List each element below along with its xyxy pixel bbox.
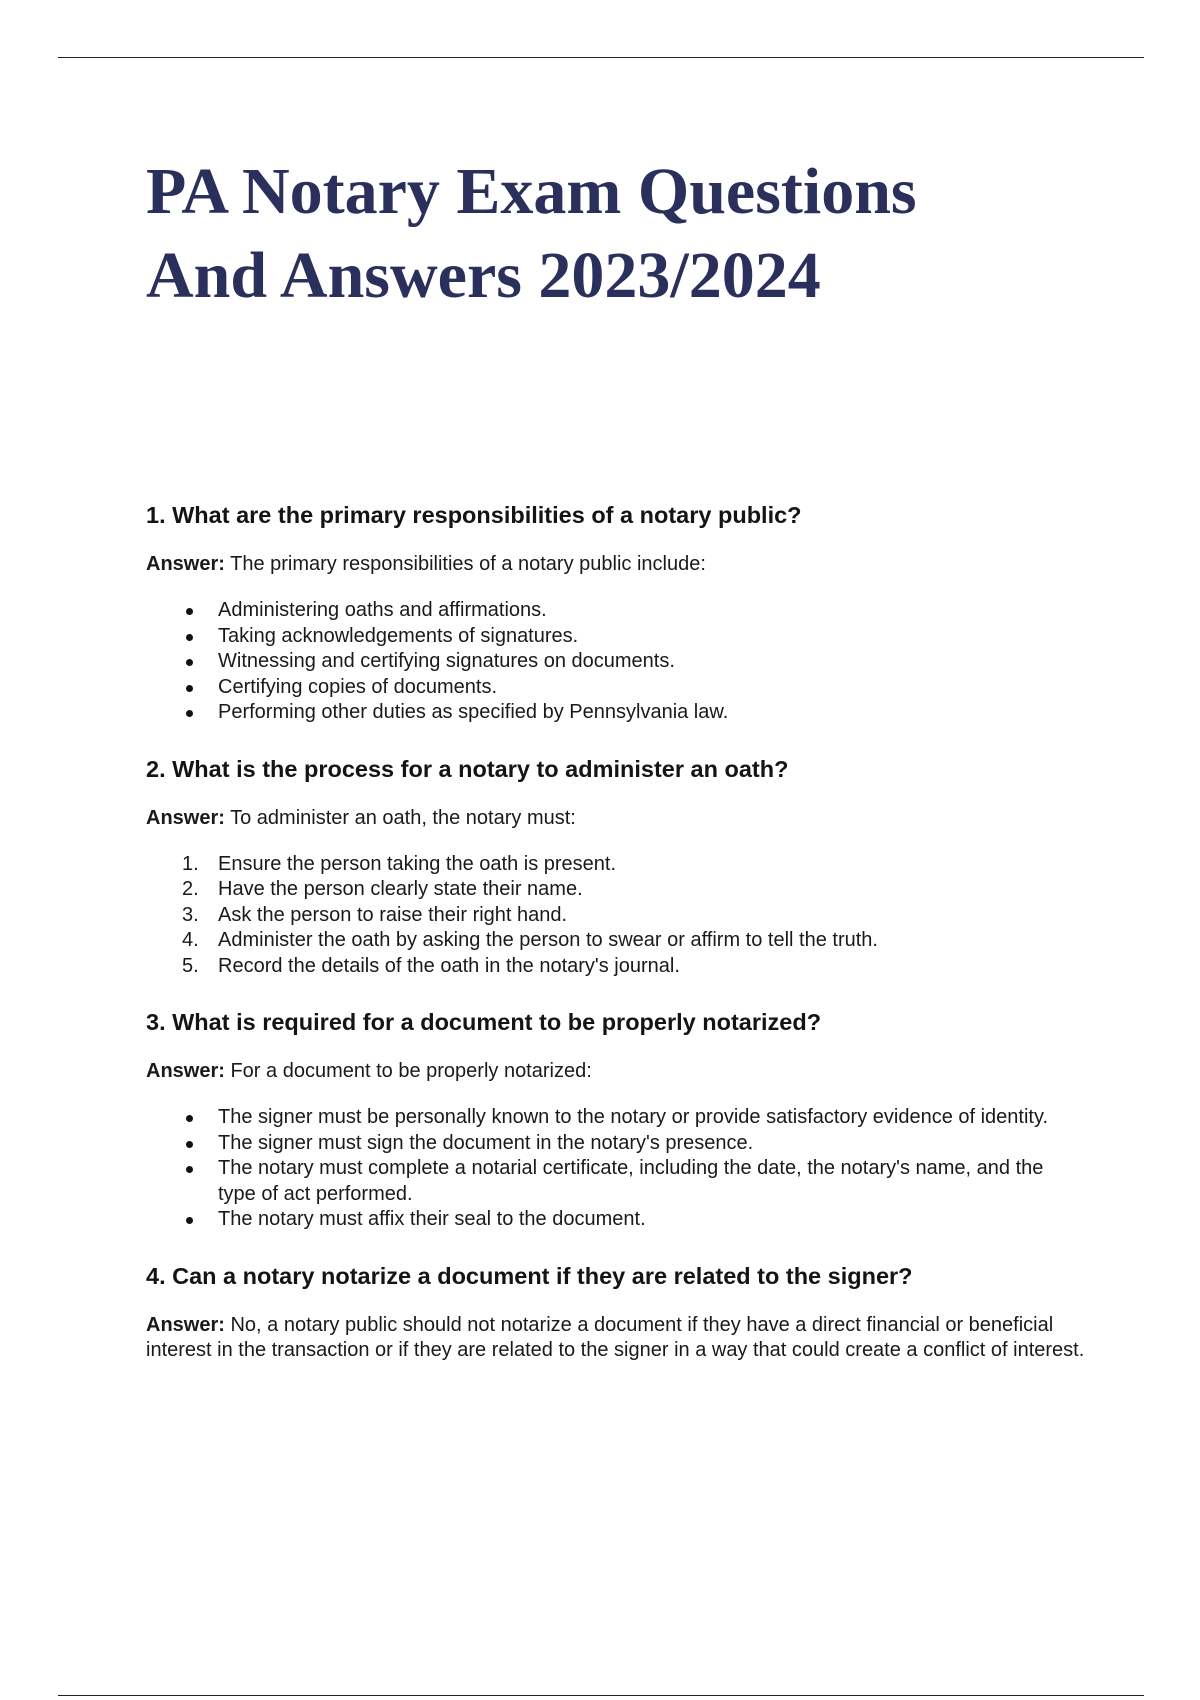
list-item bbox=[146, 954, 1086, 980]
answer-label: Answer: bbox=[146, 806, 225, 829]
bottom-rule bbox=[58, 1695, 1144, 1696]
bullet-list bbox=[146, 598, 1086, 726]
question-3: 3. What is required for a document to be properly notarized? bbox=[146, 1009, 822, 1035]
list-item-text: Ensure the person taking the oath is present. bbox=[218, 852, 617, 875]
answer-label: Answer: bbox=[146, 1060, 225, 1082]
list-item: Certifying copies of documents. bbox=[146, 675, 1086, 701]
document-title bbox=[146, 150, 1086, 318]
list-item bbox=[146, 928, 1086, 954]
list-number: 4. bbox=[182, 929, 199, 951]
list-item bbox=[146, 903, 1086, 929]
list-item: The signer must be personally known to the notary or provide satisfactory evidence of identity. bbox=[146, 1105, 1086, 1131]
list-number: 5. bbox=[182, 954, 199, 977]
answer-text: To administer an oath, the notary must: bbox=[224, 806, 576, 829]
answer-4 bbox=[146, 1313, 1086, 1363]
qa-section-2 bbox=[146, 754, 1086, 980]
title-line-2: And Answers 2023/2024 bbox=[146, 239, 821, 312]
list-number: 2. bbox=[182, 878, 199, 900]
bullet-list bbox=[146, 1105, 1086, 1233]
list-item bbox=[146, 852, 1086, 878]
top-rule bbox=[58, 57, 1144, 58]
list-number: 1. bbox=[182, 852, 199, 875]
list-item: Witnessing and certifying signatures on documents. bbox=[146, 649, 1086, 675]
qa-section-3 bbox=[146, 1007, 1086, 1233]
list-item: The notary must complete a notarial certificate, including the date, the notary's name, and the type of act performed. bbox=[146, 1156, 1086, 1207]
list-item: Taking acknowledgements of signatures. bbox=[146, 624, 1086, 650]
answer-3 bbox=[146, 1059, 1086, 1084]
answer-text: The primary responsibilities of a notary public include: bbox=[224, 553, 706, 575]
answer-label: Answer: bbox=[146, 553, 225, 575]
numbered-list bbox=[146, 852, 1086, 980]
list-item-text: Have the person clearly state their name. bbox=[218, 878, 583, 900]
list-item: Administering oaths and affirmations. bbox=[146, 598, 1086, 624]
question-1: 1. What are the primary responsibilities of a notary public? bbox=[146, 502, 802, 528]
answer-1 bbox=[146, 552, 1086, 577]
answer-2 bbox=[146, 806, 1086, 831]
question-4: 4. Can a notary notarize a document if they are related to the signer? bbox=[146, 1262, 913, 1289]
qa-section-4 bbox=[146, 1261, 1086, 1363]
list-item-text: Record the details of the oath in the notary's journal. bbox=[218, 954, 680, 977]
answer-label: Answer: bbox=[146, 1313, 225, 1336]
list-item-text: Administer the oath by asking the person to swear or affirm to tell the truth. bbox=[218, 929, 878, 951]
title-line-1: PA Notary Exam Questions bbox=[146, 155, 917, 228]
list-item-text: Ask the person to raise their right hand. bbox=[218, 903, 568, 926]
list-item: Performing other duties as specified by Pennsylvania law. bbox=[146, 700, 1086, 726]
list-item: The notary must affix their seal to the document. bbox=[146, 1207, 1086, 1233]
question-2: 2. What is the process for a notary to administer an oath? bbox=[146, 755, 789, 782]
list-number: 3. bbox=[182, 903, 199, 926]
list-item bbox=[146, 877, 1086, 903]
qa-section-1 bbox=[146, 500, 1086, 726]
answer-text: No, a notary public should not notarize a document if they have a direct financial or beneficial interest in the transaction or if they are related to the signer in a way that could create a conflict of interest. bbox=[146, 1313, 1085, 1361]
document-body bbox=[146, 150, 1086, 1363]
list-item: The signer must sign the document in the notary's presence. bbox=[146, 1131, 1086, 1157]
answer-text: For a document to be properly notarized: bbox=[224, 1060, 592, 1082]
